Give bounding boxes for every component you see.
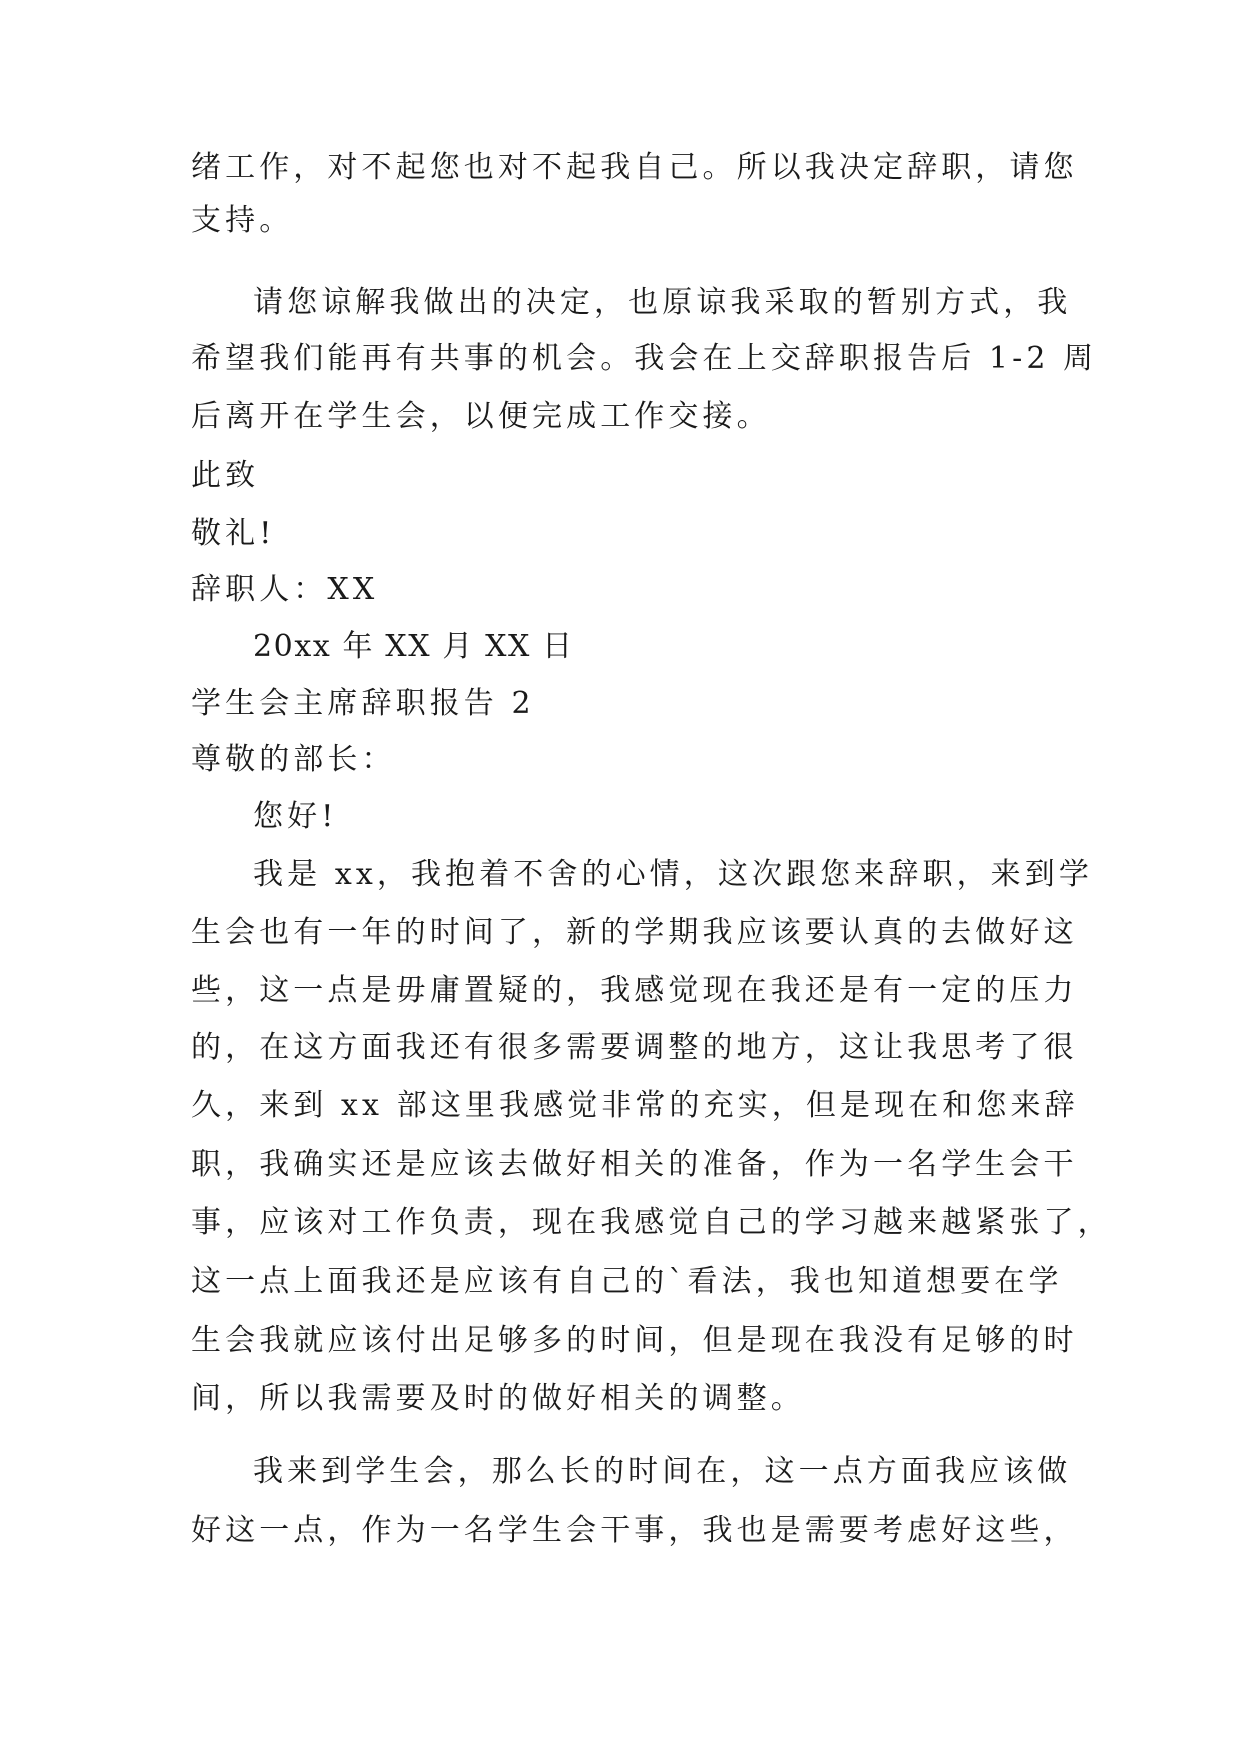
salutation-line: 敬礼! [191,516,276,551]
paragraph-line: 好这一点，作为一名学生会干事，我也是需要考虑好这些， [191,1513,1078,1548]
section-title: 学生会主席辞职报告 2 [191,686,535,721]
paragraph-line: 生会也有一年的时间了，新的学期我应该要认真的去做好这 [191,915,1078,950]
paragraph-line: 支持。 [191,203,294,238]
paragraph-line: 的，在这方面我还有很多需要调整的地方，这让我思考了很 [191,1030,1078,1065]
paragraph-line: 我是 xx，我抱着不舍的心情，这次跟您来辞职，来到学 [253,857,1093,892]
paragraph-line: 后离开在学生会，以便完成工作交接。 [191,399,771,434]
paragraph-line: 职，我确实还是应该去做好相关的准备，作为一名学生会干 [191,1147,1078,1182]
paragraph-line: 久，来到 xx 部这里我感觉非常的充实，但是现在和您来辞 [191,1088,1079,1123]
paragraph-line: 我来到学生会，那么长的时间在，这一点方面我应该做 [253,1454,1072,1489]
addressee-line: 尊敬的部长： [191,742,396,777]
paragraph-line: 这一点上面我还是应该有自己的`看法，我也知道想要在学 [191,1264,1063,1299]
paragraph-line: 间，所以我需要及时的做好相关的调整。 [191,1381,805,1416]
closing-line: 此致 [191,458,260,493]
paragraph-line: 绪工作，对不起您也对不起我自己。所以我决定辞职，请您 [191,150,1078,185]
signature-line: 辞职人：XX [191,572,379,607]
paragraph-line: 请您谅解我做出的决定，也原谅我采取的暂别方式，我 [253,285,1072,320]
paragraph-line: 事，应该对工作负责，现在我感觉自己的学习越来越紧张了， [191,1205,1112,1240]
date-line: 20xx 年 XX 月 XX 日 [253,629,574,664]
greeting-line: 您好! [253,799,338,834]
paragraph-line: 生会我就应该付出足够多的时间，但是现在我没有足够的时 [191,1323,1078,1358]
paragraph-line: 些，这一点是毋庸置疑的，我感觉现在我还是有一定的压力 [191,973,1078,1008]
paragraph-line: 希望我们能再有共事的机会。我会在上交辞职报告后 1-2 周 [191,341,1098,376]
